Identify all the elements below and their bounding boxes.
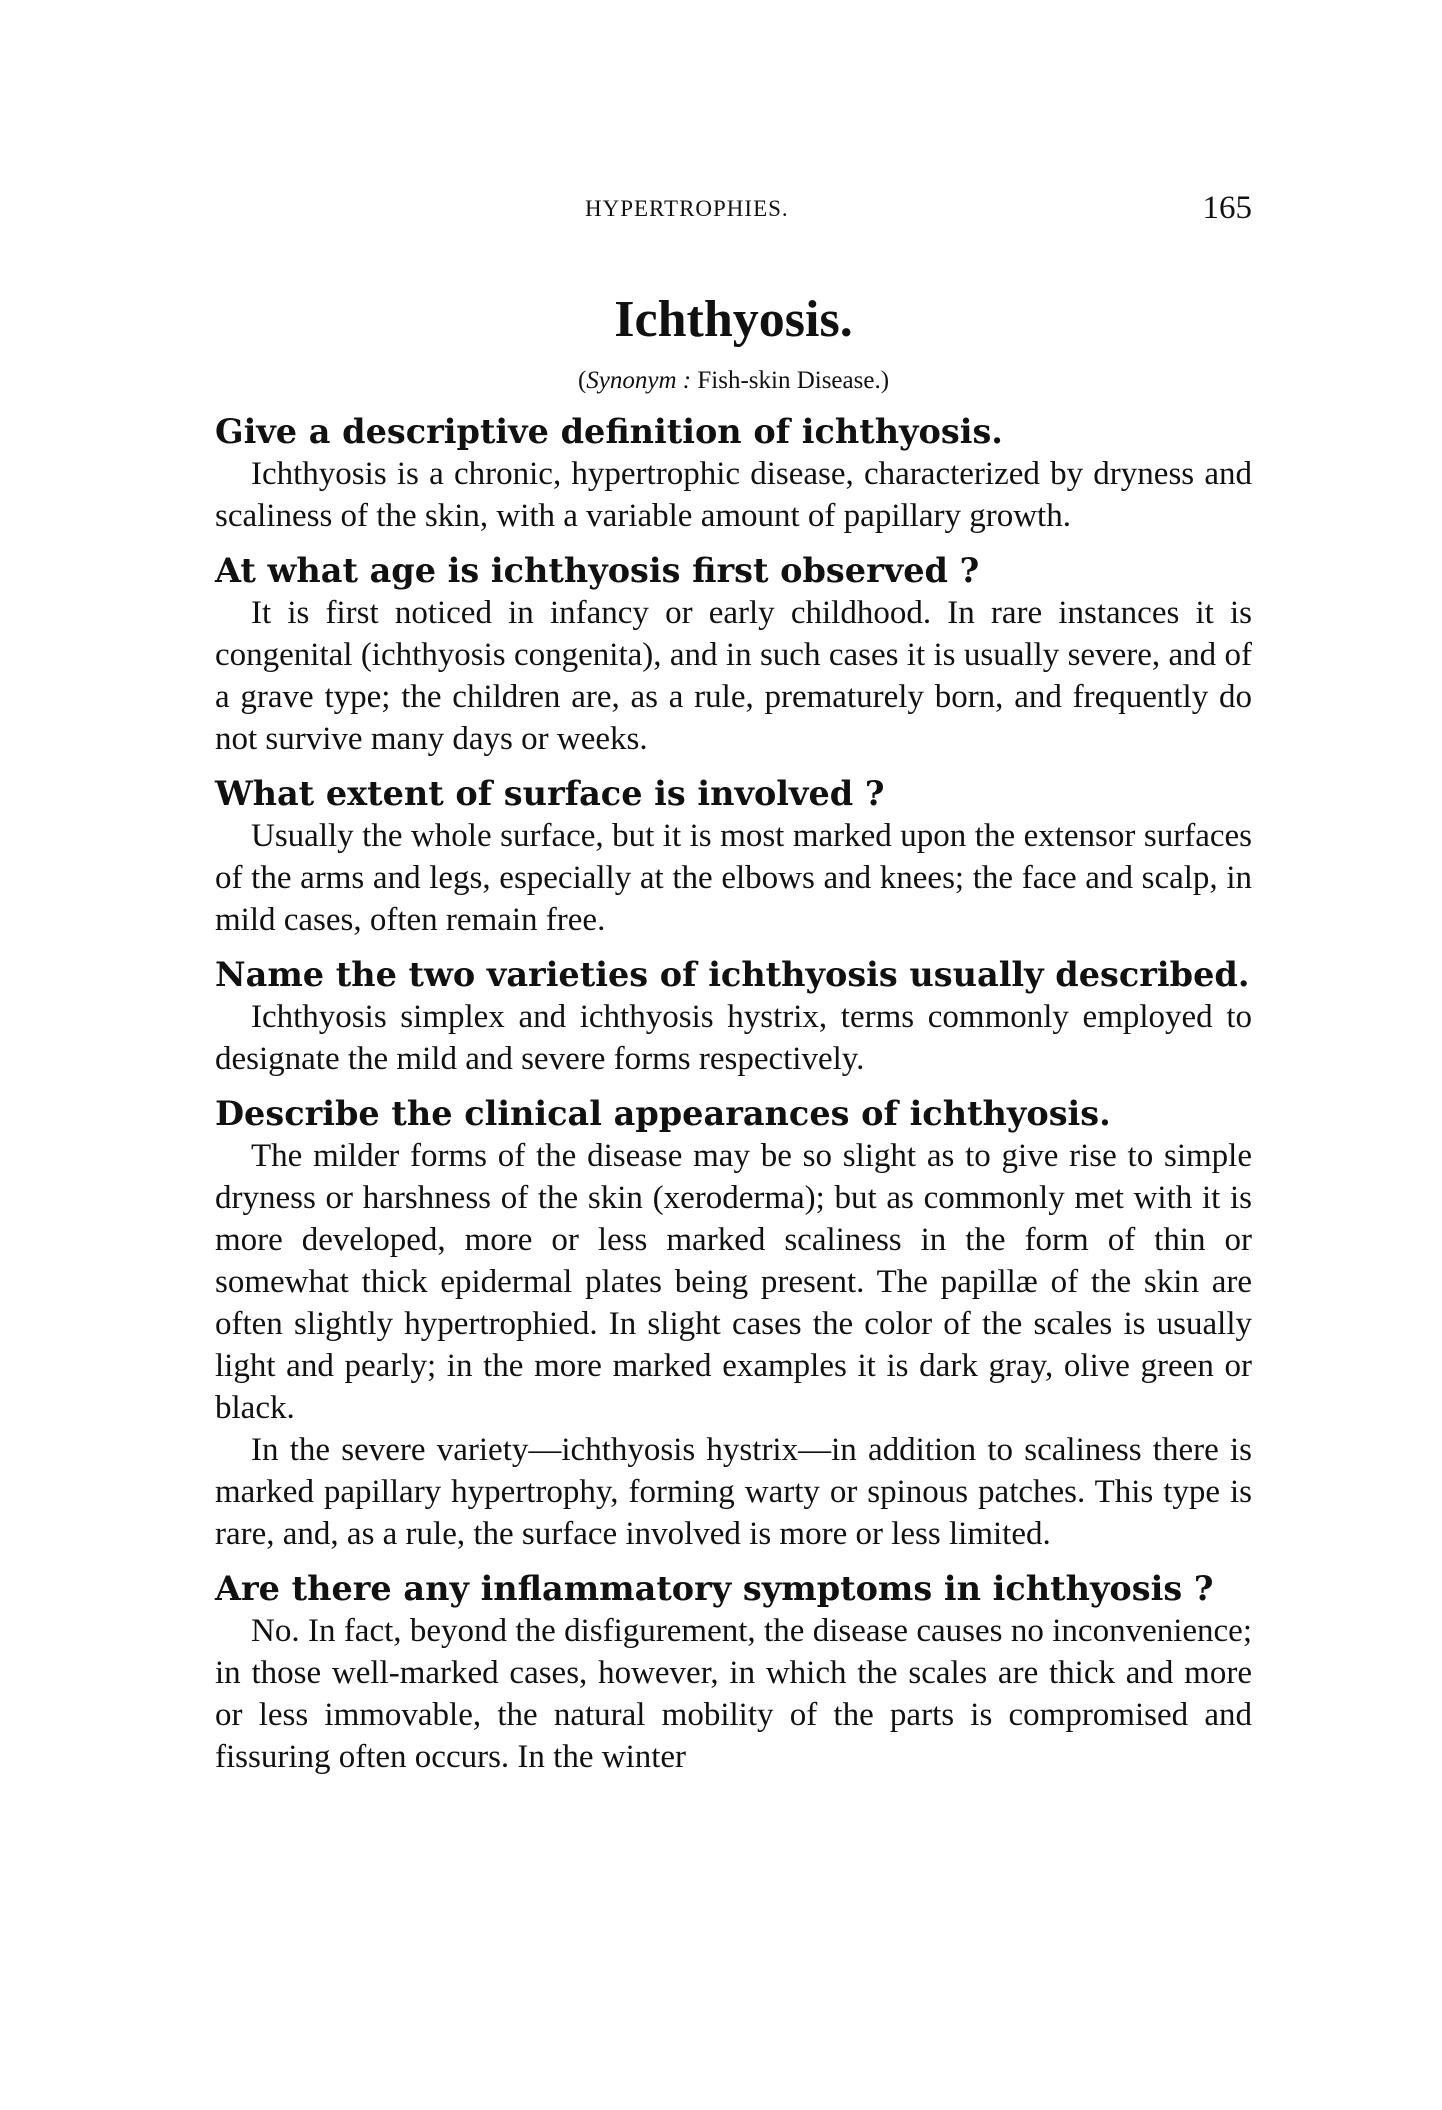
answer-paragraph: The milder forms of the disease may be so slight as to give rise to simple dryness or harshness of the skin (xeroderma); but as commonly met with it is more developed, more or less marked scaliness in the form of thin or somewhat thick epidermal plates being present. The papillæ of the skin are often slightly hypertrophied. In slight cases the color of the scales is usually light and pearly; in the more marked examples it is dark gray, olive green or black. xyxy=(215,1138,1252,1426)
qa-section-definition xyxy=(215,411,1252,537)
qa-section-clinical xyxy=(215,1093,1252,1555)
synonym-label: Synonym : xyxy=(586,367,692,394)
question-heading: Give a descriptive definition of ichthyosis. xyxy=(215,412,1003,451)
answer-paragraph: No. In fact, beyond the disfigurement, the disease causes no inconvenience; in those well-marked cases, however, in which the scales are thick and more or less immovable, the natural mobility of the parts is compromised and fissuring often occurs. In the winter xyxy=(215,1613,1252,1775)
page-number: 165 xyxy=(1202,190,1252,226)
qa-section-extent xyxy=(215,773,1252,941)
answer-paragraph: Ichthyosis is a chronic, hypertrophic disease, characterized by dryness and scaliness of the skin, with a variable amount of papillary growth. xyxy=(215,456,1252,534)
qa-section-age xyxy=(215,550,1252,760)
synonym-line: (Synonym : Fish-skin Disease.) xyxy=(577,367,890,394)
question-heading: Describe the clinical appearances of ichthyosis. xyxy=(215,1094,1111,1133)
question-heading: At what age is ichthyosis first observed ? xyxy=(215,551,980,590)
answer-paragraph: Usually the whole surface, but it is most marked upon the extensor surfaces of the arms and legs, especially at the elbows and knees; the face and scalp, in mild cases, often remain free. xyxy=(215,818,1252,938)
answer-paragraph: It is first noticed in infancy or early childhood. In rare instances it is congenital (ichthyosis congenita), and in such cases it is usually severe, and of a grave type; the children are, as a rule, prematurely born, and frequently do not survive many days or weeks. xyxy=(215,595,1252,757)
qa-section-inflammatory xyxy=(215,1568,1252,1778)
article-title: Ichthyosis. xyxy=(614,291,853,348)
answer-paragraph-2: In the severe variety—ichthyosis hystrix—in addition to scaliness there is marked papillary hypertrophy, forming warty or spinous patches. This type is rare, and, as a rule, the surface involved is more or less limited. xyxy=(215,1432,1252,1552)
page-content xyxy=(215,290,1252,1778)
qa-section-varieties xyxy=(215,954,1252,1080)
question-heading: Are there any inflammatory symptoms in ichthyosis ? xyxy=(215,1569,1214,1608)
synonym-value: Fish-skin Disease. xyxy=(697,367,881,394)
running-head: HYPERTROPHIES. xyxy=(585,196,789,221)
question-heading: What extent of surface is involved ? xyxy=(215,774,885,813)
question-heading: Name the two varieties of ichthyosis usually described. xyxy=(215,955,1250,994)
answer-paragraph: Ichthyosis simplex and ichthyosis hystrix, terms commonly employed to designate the mild and severe forms respectively. xyxy=(215,999,1252,1077)
